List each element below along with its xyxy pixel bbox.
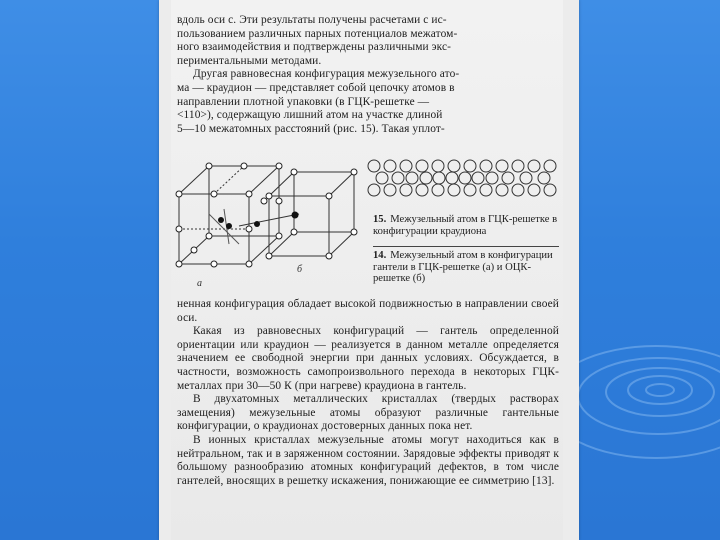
paragraph: В ионных кристаллах межузельные атомы могут находиться как в нейтральном, так и в заряженном состоянии. Зарядовые эффекты приводят к большому разнообразию атомных конфигураций дефектов, в том числе гантелей, вносящих в решетку искажения, понижающие ее симметрию [13]. (177, 433, 559, 487)
paragraph: ненная конфигурация обладает высокой подвижностью в направлении своей оси. (177, 298, 559, 324)
crowdion-atom-rows (364, 158, 564, 198)
text-line: периментальными методами. (177, 54, 322, 67)
caption-fig14 (373, 250, 559, 285)
text-line: Другая равновесная конфигурация межузельного ато- (193, 68, 460, 81)
text-line: ма — краудион — представляет собой цепочку атомов в (177, 81, 455, 94)
text-line: направлении плотной упаковки (в ГЦК-решетке — (177, 95, 430, 108)
caption-number: 15. (373, 214, 387, 225)
text-line: вдоль оси c. Эти результаты получены расчетами с ис- (177, 14, 447, 26)
scanned-page (159, 0, 579, 540)
text-line: ного взаимодействия и подтверждены различными экс- (177, 41, 452, 54)
figure-label-b: б (297, 264, 303, 275)
caption-text: Межузельный атом в ГЦК-решетке в конфигурации краудиона (373, 214, 558, 237)
caption-text: Межузельный атом в конфигурации гантели в ГЦК-решетке (а) и ОЦК-решетке (б) (373, 250, 553, 285)
paragraph: В двухатомных металлических кристаллах (твердых растворах замещения) межузельные атомы образуют различные гантельные конфигурации, о краудионах достоверных данных пока нет. (177, 393, 559, 433)
text-line: <110>), содержащую лишний атом на участке длиной (177, 109, 443, 122)
caption-fig15 (373, 214, 559, 237)
bottom-text-block (177, 298, 559, 488)
caption-number: 14. (373, 250, 387, 261)
text-line: пользованием различных парных потенциалов межатом- (177, 27, 458, 40)
caption-divider (373, 246, 559, 247)
text-line: 5—10 межатомных расстояний (рис. 15). Такая уплот- (177, 122, 445, 135)
paragraph: Какая из равновесных конфигураций — гантель определенной ориентации или краудион — реализуется в данном металле определяется значением ее свободной энергии при данных условиях. Обсуждается, в частности, возможность самопроизвольного перехода в некоторых ГЦК-металлах при 30—50 К (при нагреве) краудиона в гантель. (177, 325, 559, 392)
top-text-block (177, 14, 559, 136)
figure-label-a: а (197, 278, 202, 289)
